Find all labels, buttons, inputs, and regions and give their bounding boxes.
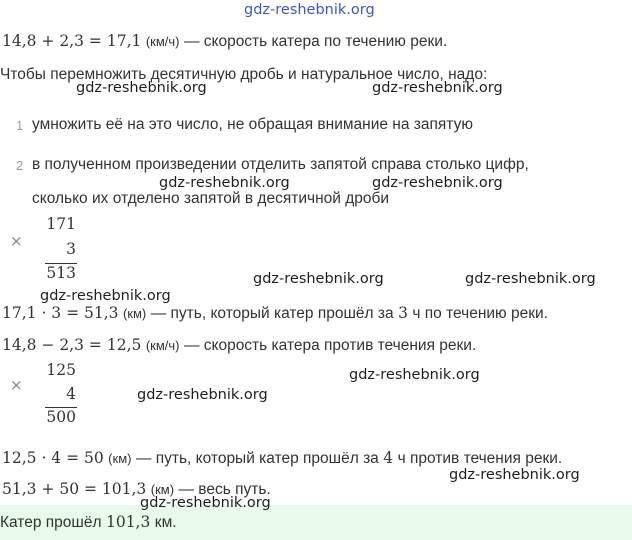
step-text: умножить её на это число, не обращая внимание на запятую bbox=[32, 116, 473, 133]
unit: (км/ч) bbox=[145, 34, 180, 49]
watermark-text: gdz-reshebnik.org bbox=[349, 367, 480, 383]
multiplier: 3 bbox=[66, 240, 76, 258]
answer-line bbox=[0, 513, 177, 532]
step-number: 1 bbox=[16, 118, 24, 133]
unit: (км) bbox=[122, 306, 147, 321]
description: — путь, который катер прошёл за bbox=[135, 450, 379, 467]
watermark-text: gdz-reshebnik.org bbox=[244, 2, 375, 18]
unit: (км/ч) bbox=[145, 338, 180, 353]
rule-intro: Чтобы перемножить десятичную дробь и натуральное число, надо: bbox=[0, 66, 488, 83]
description: — путь, который катер прошёл за bbox=[150, 305, 394, 322]
watermark-text: gdz-reshebnik.org bbox=[465, 271, 596, 287]
solution-line-distance-downstream bbox=[2, 304, 548, 323]
watermark-text: gdz-reshebnik.org bbox=[372, 80, 503, 96]
product: 513 bbox=[46, 264, 76, 282]
watermark-text: gdz-reshebnik.org bbox=[140, 495, 271, 511]
step-text: в полученном произведении отделить запятой справа столько цифр, bbox=[32, 156, 529, 173]
answer-unit: км. bbox=[154, 514, 177, 531]
description: ч против течения реки. bbox=[397, 450, 563, 467]
solution-line-distance-upstream bbox=[2, 449, 562, 468]
watermark-text: gdz-reshebnik.org bbox=[159, 175, 290, 191]
answer-value: 101,3 bbox=[105, 513, 151, 531]
description: — скорость катера по течению реки. bbox=[183, 33, 448, 50]
product: 500 bbox=[46, 408, 76, 426]
solution-line-speed-upstream bbox=[2, 336, 476, 355]
watermark-text: gdz-reshebnik.org bbox=[76, 80, 207, 96]
solution-line-speed-downstream bbox=[2, 32, 447, 51]
hours-value: 4 bbox=[383, 449, 394, 467]
multiplicand: 125 bbox=[46, 361, 76, 379]
watermark-text: gdz-reshebnik.org bbox=[372, 175, 503, 191]
description: — скорость катера против течения реки. bbox=[183, 337, 477, 354]
equation: 14,8 + 2,3 = 17,1 bbox=[2, 32, 142, 50]
multiplicand: 171 bbox=[46, 215, 76, 233]
multiply-sign: × bbox=[10, 376, 23, 394]
answer-text: Катер прошёл bbox=[0, 514, 102, 531]
equation: 17,1 · 3 = 51,3 bbox=[2, 304, 119, 322]
unit: (км) bbox=[108, 451, 132, 466]
multiply-sign: × bbox=[10, 232, 23, 250]
watermark-text: gdz-reshebnik.org bbox=[40, 288, 171, 304]
hours-value: 3 bbox=[398, 304, 408, 322]
equation: 12,5 · 4 = 50 bbox=[2, 449, 104, 467]
unit: (км) bbox=[150, 482, 175, 497]
description: ч по течению реки. bbox=[412, 305, 548, 322]
watermark-text: gdz-reshebnik.org bbox=[253, 271, 384, 287]
step-number: 2 bbox=[16, 158, 24, 173]
equation: 51,3 + 50 = 101,3 bbox=[2, 480, 147, 498]
equation: 14,8 − 2,3 = 12,5 bbox=[2, 336, 142, 354]
watermark-text: gdz-reshebnik.org bbox=[137, 387, 268, 403]
multiplier: 4 bbox=[66, 385, 76, 403]
watermark-text: gdz-reshebnik.org bbox=[449, 467, 580, 483]
description: — весь путь. bbox=[178, 481, 271, 498]
step-text: сколько их отделено запятой в десятичной дроби bbox=[32, 190, 390, 207]
